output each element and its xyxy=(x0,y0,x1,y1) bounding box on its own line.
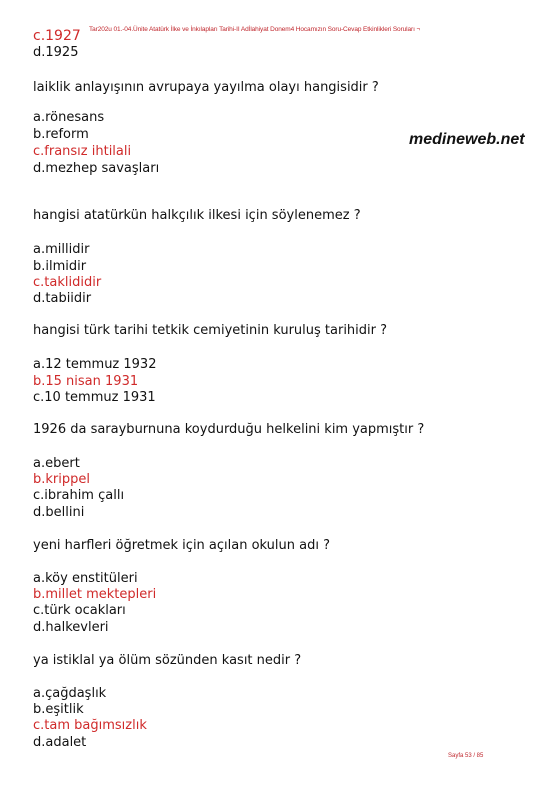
option-c: c.ibrahim çallı xyxy=(33,488,125,503)
top-answer-option: c.1927 xyxy=(33,28,81,44)
option-c: c.türk ocakları xyxy=(33,603,126,618)
option-a: a.12 temmuz 1932 xyxy=(33,357,157,372)
running-header-title: Tar202u 01.-04.Ünite Atatürk İlke ve İnkılapları Tarihi-II Adİlahiyat Donem4 Hocamızın Soru-Cevap Etkinlikleri Soruları ¬ xyxy=(89,26,421,33)
option-c-answer: c.taklididir xyxy=(33,275,102,290)
option-b-answer: b.millet mektepleri xyxy=(33,587,157,602)
option-b: b.ilmidir xyxy=(33,259,87,274)
option-d: d.tabiidir xyxy=(33,291,92,306)
question-text: ya istiklal ya ölüm sözünden kasıt nedir ? xyxy=(33,653,302,668)
option-b-answer: b.krippel xyxy=(33,472,90,487)
question-text: hangisi atatürkün halkçılık ilkesi için söylenemez ? xyxy=(33,208,361,223)
option-b: b.reform xyxy=(33,127,89,142)
option-a: a.rönesans xyxy=(33,110,105,125)
page-number: Sayfa 53 / 85 xyxy=(448,753,484,759)
question-text: laiklik anlayışının avrupaya yayılma olayı hangisidir ? xyxy=(33,80,379,95)
option-a: a.ebert xyxy=(33,456,80,471)
option-d: d.bellini xyxy=(33,505,85,520)
option-a: a.millidir xyxy=(33,242,90,257)
top-option-d: d.1925 xyxy=(33,45,79,60)
option-d: d.halkevleri xyxy=(33,620,109,635)
option-c-answer: c.fransız ihtilali xyxy=(33,144,132,159)
option-c: c.10 temmuz 1931 xyxy=(33,390,156,405)
option-c-answer: c.tam bağımsızlık xyxy=(33,718,147,733)
option-b: b.eşitlik xyxy=(33,702,84,717)
option-b-answer: b.15 nisan 1931 xyxy=(33,374,139,389)
option-d: d.adalet xyxy=(33,735,87,750)
question-text: 1926 da sarayburnuna koydurduğu helkelini kim yapmıştır ? xyxy=(33,422,425,437)
option-a: a.köy enstitüleri xyxy=(33,571,138,586)
question-text: yeni harfleri öğretmek için açılan okulun adı ? xyxy=(33,538,331,553)
option-a: a.çağdaşlık xyxy=(33,686,107,701)
option-d: d.mezhep savaşları xyxy=(33,161,160,176)
site-watermark: medineweb.net xyxy=(409,131,525,148)
question-text: hangisi türk tarihi tetkik cemiyetinin kuruluş tarihidir ? xyxy=(33,323,388,338)
